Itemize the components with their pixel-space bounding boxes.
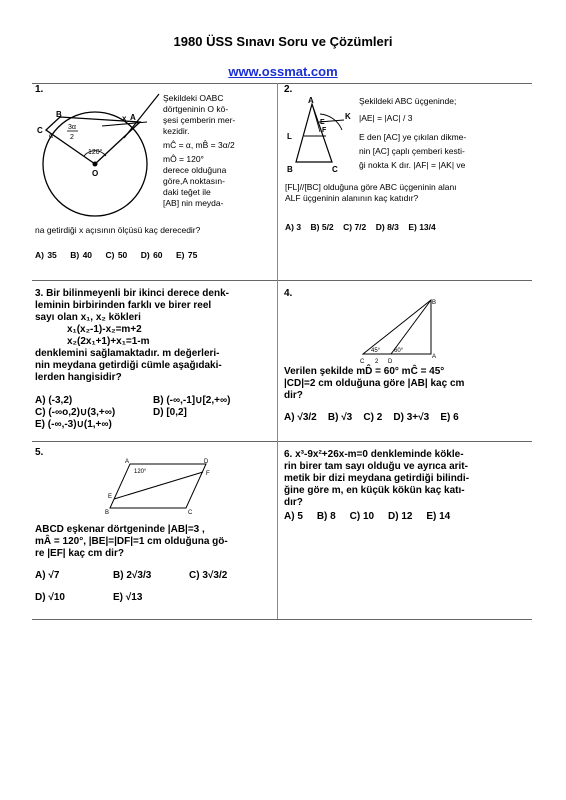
option-e[interactable]: E) 13/4	[408, 222, 436, 232]
label-E: E	[108, 494, 113, 500]
label-K: K	[345, 112, 351, 121]
option-c[interactable]: C) 3√3/2	[189, 570, 228, 581]
label-F: F	[322, 127, 327, 134]
option-a[interactable]: A) (-3,2)	[35, 395, 73, 406]
label-A: A	[125, 459, 130, 465]
question-4-options	[284, 412, 529, 424]
option-d[interactable]: D) 60	[140, 250, 163, 260]
label-E: E	[320, 119, 325, 126]
option-a[interactable]: A) √7	[35, 570, 60, 581]
label-angle-O: 120°	[88, 149, 103, 156]
option-b[interactable]: B) √3	[327, 412, 353, 423]
label-B: B	[432, 300, 437, 306]
option-e[interactable]: E) 14	[426, 511, 451, 522]
option-c[interactable]: C) 10	[349, 511, 375, 522]
option-c[interactable]: C) 50	[105, 250, 128, 260]
option-e[interactable]: E) √13	[113, 592, 143, 603]
label-F: F	[206, 471, 210, 477]
option-d[interactable]: D) [0,2]	[153, 407, 187, 418]
option-e[interactable]: E) 6	[440, 412, 459, 423]
question-number: 1.	[35, 84, 44, 95]
divider-column	[277, 83, 278, 619]
label-C: C	[37, 126, 43, 135]
divider-bottom	[32, 619, 532, 620]
label-alpha: α	[49, 133, 54, 140]
question-2-figure	[282, 94, 358, 174]
option-b[interactable]: B) 5/2	[310, 222, 334, 232]
option-c[interactable]: C) 2	[363, 412, 383, 423]
option-d[interactable]: D) √10	[35, 592, 65, 603]
question-4-text: Verilen şekilde mD̂ = 60° mĈ = 45° |CD|=2 cm olduğuna göre |AB| kaç cm dir?	[284, 366, 465, 401]
question-4-figure	[355, 296, 445, 366]
option-d[interactable]: D) 12	[387, 511, 413, 522]
question-1-figure	[32, 92, 160, 222]
option-a[interactable]: A) √3/2	[284, 412, 317, 423]
option-b[interactable]: B) 2√3/3	[113, 570, 152, 581]
option-d[interactable]: D) 3+√3	[393, 412, 430, 423]
question-6-text: 6. x³-9x²+26x-m=0 denkleminde kökle- rin birer tam sayı olduğu ve ayrıca arit- metik bir dizi meydana getirdiği bilindi- ğine göre m, en küçük kökün kaç katı- dır?	[284, 449, 470, 508]
question-1-options	[35, 250, 275, 261]
question-number: 6.	[284, 449, 293, 460]
question-1-tail: na getirdiği x açısının ölçüsü kaç derecedir?	[35, 225, 201, 235]
label-A: A	[308, 96, 314, 105]
label-A: A	[432, 354, 437, 360]
question-1-text: Şekildeki OABC dörtgeninin O kö- şesi çemberin mer- kezidir. mĈ = α, mB̂ = 3α/2 mÔ = 120° derece olduğuna göre,A noktasın- daki teğet ile [AB] nin meyda-	[163, 93, 236, 208]
label-L: L	[287, 132, 292, 141]
label-frac-den: 2	[70, 134, 74, 141]
question-number: 5.	[35, 447, 44, 458]
label-2: 2	[375, 359, 379, 365]
question-2-text: Şekildeki ABC üçgeninde; |AE| = |AC| / 3 E den [AC] ye çıkılan dikme- nin [AC] çaplı çemberi kesti- ği nokta K dır. |AF| = |AK| ve	[359, 96, 467, 170]
option-b[interactable]: B) 8	[316, 511, 336, 522]
question-2-options	[285, 222, 530, 233]
label-O: O	[92, 169, 99, 178]
question-3-options	[35, 395, 275, 431]
label-A: A	[130, 113, 136, 122]
label-C: C	[360, 359, 365, 365]
divider-top	[32, 83, 532, 84]
option-c[interactable]: C) 7/2	[343, 222, 367, 232]
label-60: 60°	[394, 348, 404, 354]
question-5-figure	[100, 456, 220, 518]
label-B: B	[56, 110, 62, 119]
question-5-text: ABCD eşkenar dörtgeninde |AB|=3 , mÂ = 120°, |BE|=|DF|=1 cm olduğuna gö- re |EF| kaç cm dir?	[35, 524, 228, 559]
option-b[interactable]: B) (-∞,-1]∪[2,+∞)	[153, 395, 231, 406]
page-title: 1980 ÜSS Sınavı Soru ve Çözümleri	[173, 34, 393, 49]
label-D: D	[204, 459, 209, 465]
option-b[interactable]: B) 40	[70, 250, 93, 260]
question-number: 4.	[284, 288, 293, 299]
option-e[interactable]: E) (-∞,-3)∪(1,+∞)	[35, 419, 112, 430]
option-a[interactable]: A) 35	[35, 250, 57, 260]
option-e[interactable]: E) 75	[176, 250, 198, 260]
question-6-options	[284, 511, 532, 523]
question-2-text-tail: [FL]//[BC] olduğuna göre ABC üçgeninin alanı ALF üçgeninin alanının kaç katıdır?	[285, 182, 457, 203]
divider-row2	[32, 441, 532, 442]
label-B: B	[105, 510, 110, 516]
label-angle: 120°	[134, 469, 147, 475]
option-a[interactable]: A) 3	[285, 222, 302, 232]
label-B: B	[287, 165, 293, 174]
label-45: 45°	[371, 348, 381, 354]
option-a[interactable]: A) 5	[284, 511, 303, 522]
site-link[interactable]: www.ossmat.com	[228, 64, 338, 79]
option-c[interactable]: C) (-∞o,2)∪(3,+∞)	[35, 407, 116, 418]
option-d[interactable]: D) 8/3	[375, 222, 399, 232]
label-C: C	[188, 510, 193, 516]
question-3-text: 3. Bir bilinmeyenli bir ikinci derece denk- leminin birbirinden farklı ve birer reel sayı olan x₁, x₂ kökleri x₁(x₂-1)-x₂=m+2 x₂(2x₁+1)+x₁=1-m denklemini sağlamaktadır. m değerleri- nin meydana getirdiği cümle aşağıdaki- lerden hangisidir?	[35, 288, 229, 383]
label-x: x	[122, 114, 127, 123]
question-number: 2.	[284, 84, 293, 95]
label-frac-num: 3α	[68, 124, 76, 131]
divider-row1	[32, 280, 532, 281]
question-5-options	[35, 570, 275, 604]
label-C: C	[332, 165, 338, 174]
question-number: 3.	[35, 288, 44, 299]
label-D: D	[388, 359, 393, 365]
